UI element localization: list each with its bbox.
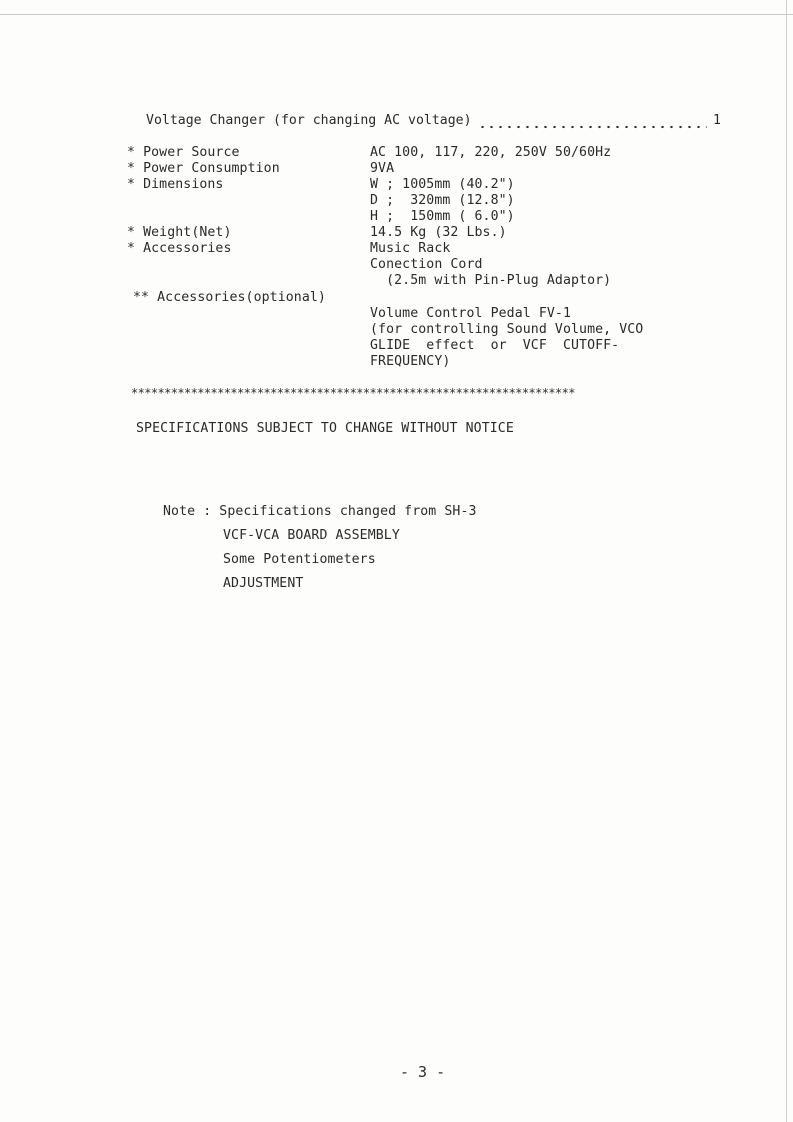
voltage-changer-line [146, 113, 721, 129]
note-heading: Note : Specifications changed from SH-3 [163, 504, 477, 519]
page-top-edge [0, 14, 793, 15]
voltage-changer-label: Voltage Changer (for changing AC voltage) [146, 113, 472, 128]
spec-value-power-source: AC 100, 117, 220, 250V 50/60Hz [370, 145, 612, 160]
spec-value-weight: 14.5 Kg (32 Lbs.) [370, 225, 507, 240]
note-item-adjustment: ADJUSTMENT [223, 576, 304, 591]
spec-value-connection-cord: Conection Cord [370, 257, 483, 272]
spec-value-dimension-width: W ; 1005mm (40.2") [370, 177, 515, 192]
spec-label-power-consumption: * Power Consumption [127, 161, 280, 176]
spec-value-dimension-depth: D ; 320mm (12.8") [370, 193, 515, 208]
spec-value-pin-plug-adaptor: (2.5m with Pin-Plug Adaptor) [370, 273, 612, 288]
leader-dots [478, 113, 708, 129]
note-item-vcf-vca: VCF-VCA BOARD ASSEMBLY [223, 528, 400, 543]
spec-value-dimension-height: H ; 150mm ( 6.0") [370, 209, 515, 224]
page-right-edge [786, 0, 787, 1122]
spec-label-power-source: * Power Source [127, 145, 240, 160]
spec-label-dimensions: * Dimensions [127, 177, 224, 192]
spec-value-pedal-desc-1: (for controlling Sound Volume, VCO [370, 322, 644, 337]
spec-value-volume-pedal: Volume Control Pedal FV-1 [370, 306, 571, 321]
specifications-notice: SPECIFICATIONS SUBJECT TO CHANGE WITHOUT NOTICE [136, 421, 514, 436]
spec-label-accessories: * Accessories [127, 241, 232, 256]
spec-value-pedal-desc-2: GLIDE effect or VCF CUTOFF- [370, 338, 620, 353]
voltage-changer-page: 1 [713, 113, 721, 128]
note-item-potentiometers: Some Potentiometers [223, 552, 376, 567]
asterisk-separator: ******************************************************************* [131, 386, 575, 400]
page-number: - 3 - [400, 1063, 446, 1081]
spec-value-power-consumption: 9VA [370, 161, 395, 176]
spec-label-accessories-optional: ** Accessories(optional) [133, 290, 326, 305]
spec-value-pedal-desc-3: FREQUENCY) [370, 354, 451, 369]
spec-label-weight: * Weight(Net) [127, 225, 232, 240]
spec-value-music-rack: Music Rack [370, 241, 451, 256]
